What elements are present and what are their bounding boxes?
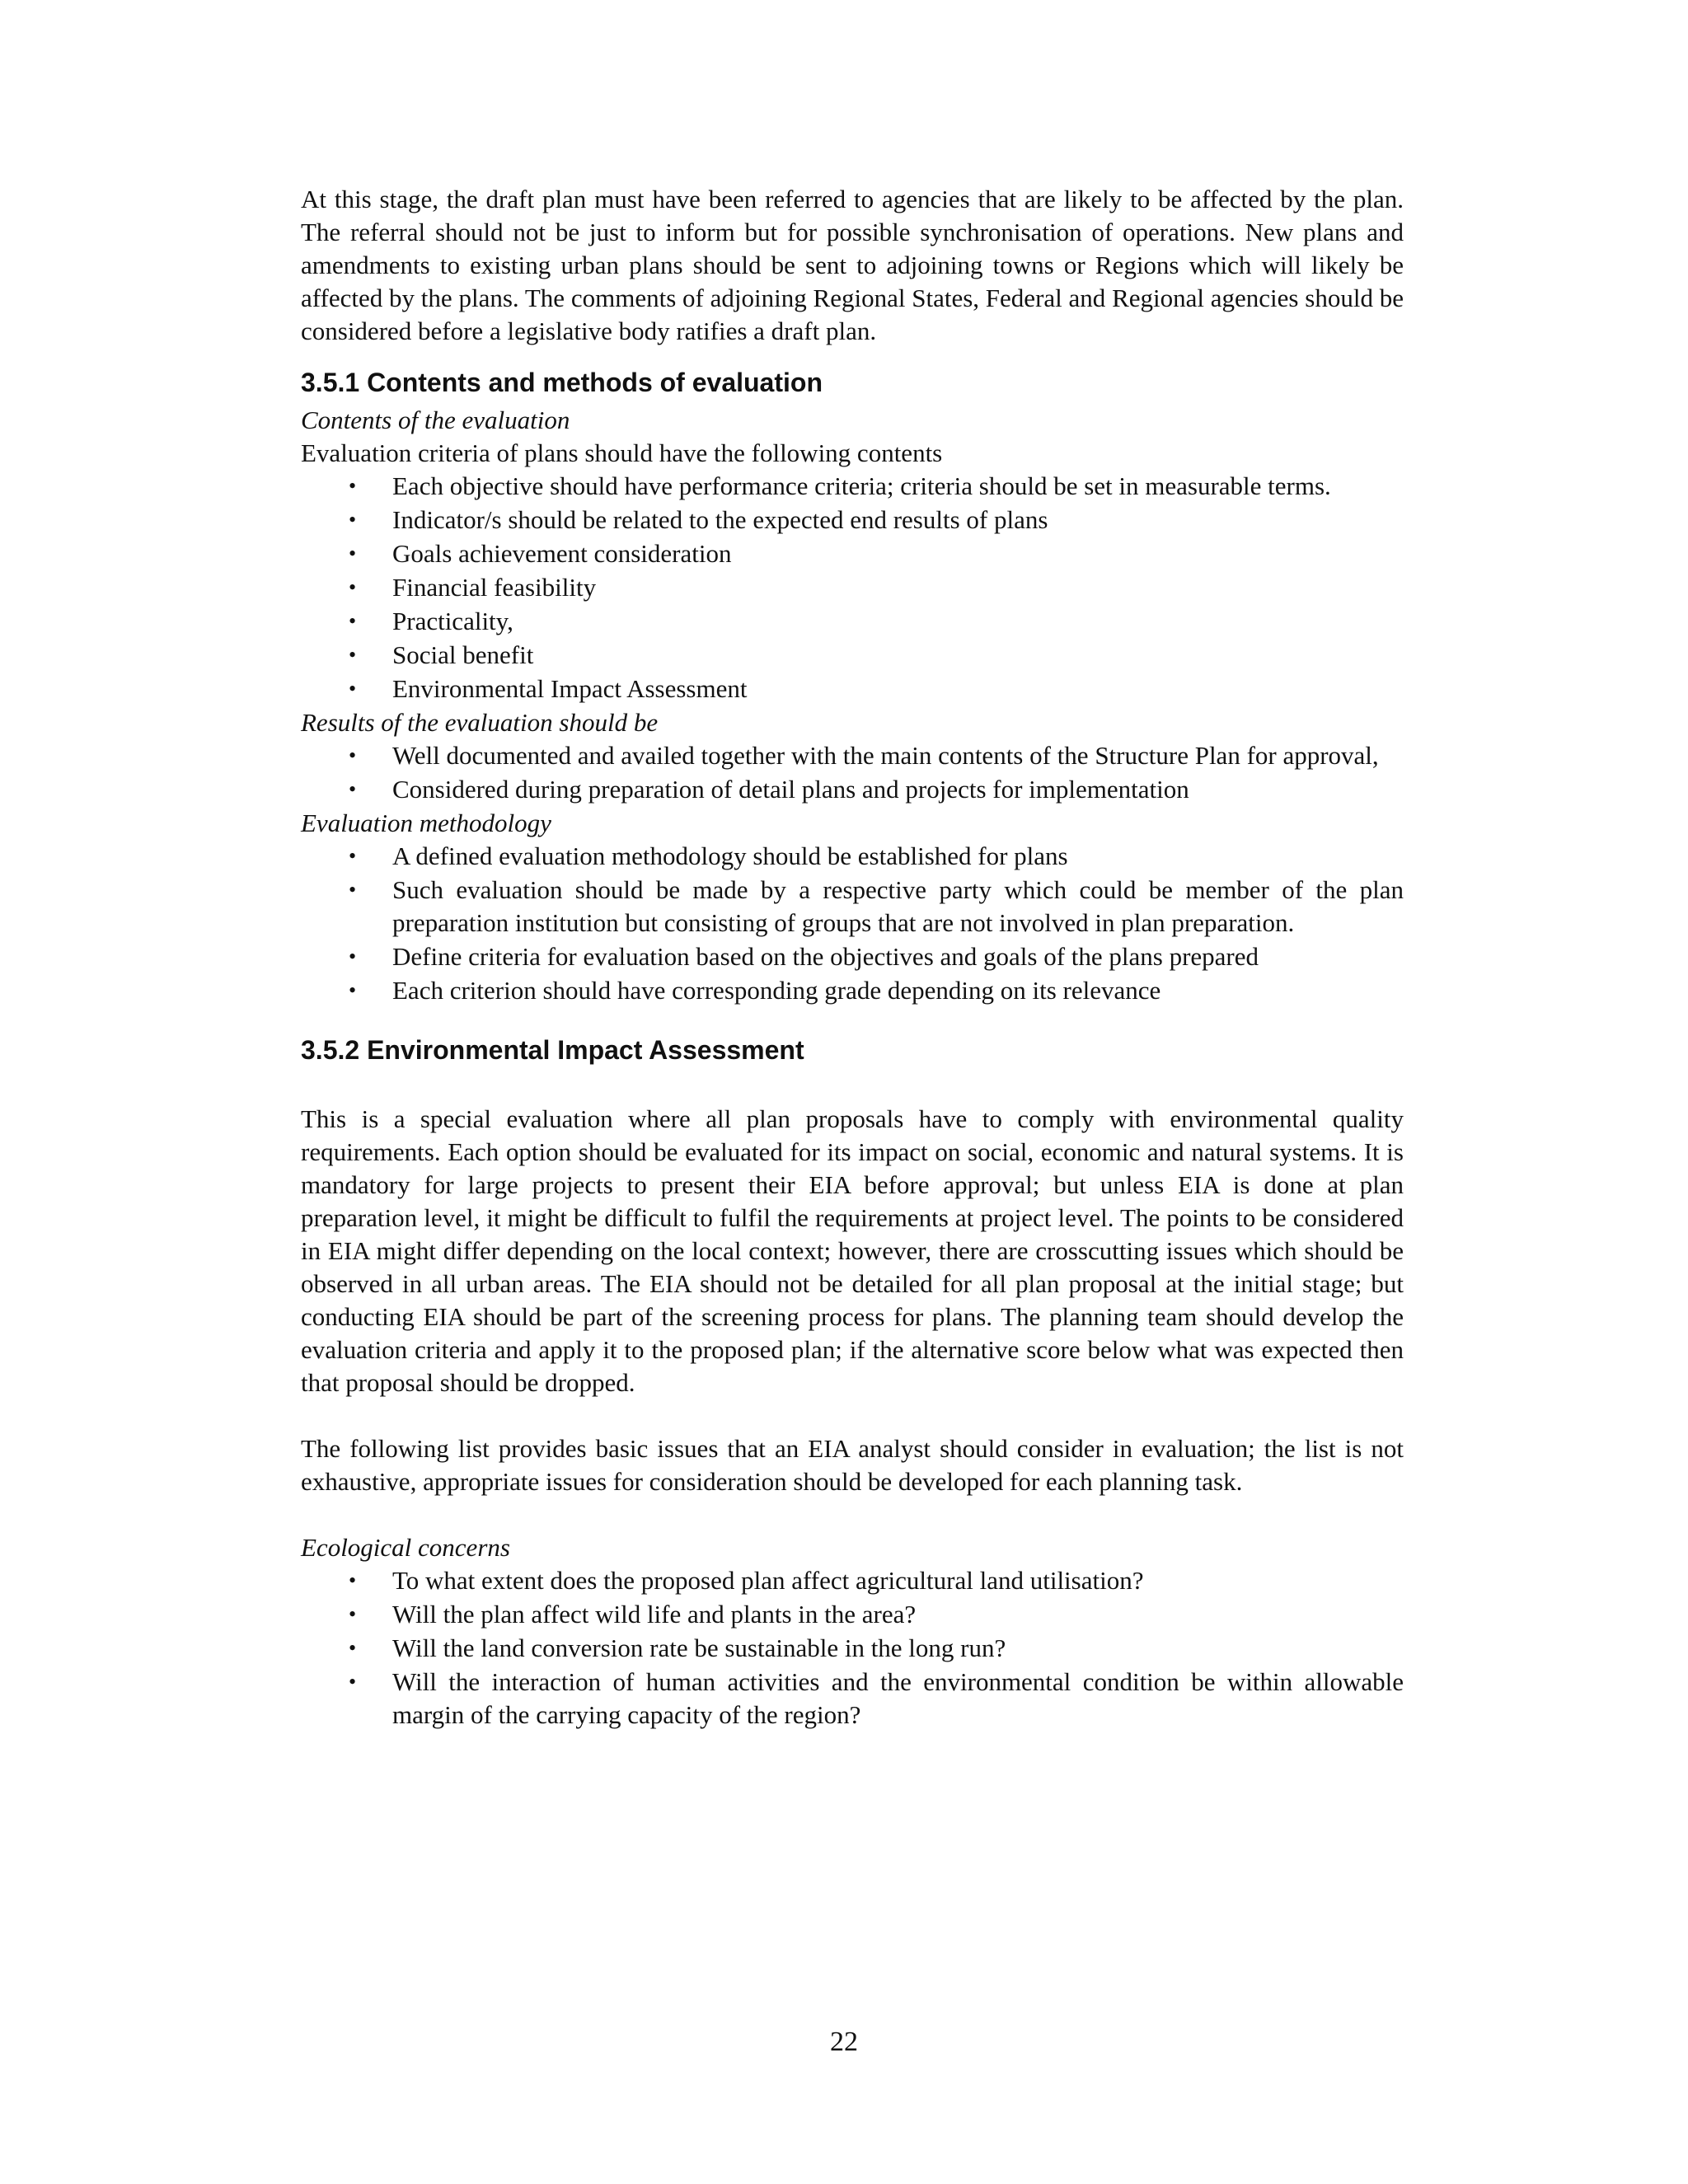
list-item: • Well documented and availed together with the main contents of the Structure Plan for approval,	[301, 739, 1404, 772]
bullet-icon: •	[349, 743, 357, 767]
section-heading-3-5-2: 3.5.2 Environmental Impact Assessment	[301, 1035, 804, 1065]
results-list	[301, 739, 1404, 806]
document-page	[301, 183, 1404, 1732]
eia-paragraph-1: This is a special evaluation where all plan proposals have to comply with environmental quality requirements. Each option should be evaluated for its impact on social, economic and natural systems. It is mandatory for large projects to present their EIA before approval; but unless EIA is done at plan preparation level, it might be difficult to fulfil the requirements at project level. The points to be considered in EIA might differ depending on the local context; however, there are crosscutting issues which should be observed in all urban areas. The EIA should not be detailed for all plan proposal at the initial stage; but conducting EIA should be part of the screening process for plans. The planning team should develop the evaluation criteria and apply it to the proposed plan; if the alternative score below what was expected then that proposal should be dropped.	[301, 1104, 1404, 1397]
eia-paragraph-2: The following list provides basic issues that an EIA analyst should consider in evaluation; the list is not exhaustive, appropriate issues for consideration should be developed for each planning task.	[301, 1434, 1404, 1496]
section-heading-3-5-1: 3.5.1 Contents and methods of evaluation	[301, 368, 823, 397]
bullet-icon: •	[349, 508, 357, 532]
list-item: • Define criteria for evaluation based on the objectives and goals of the plans prepared	[301, 940, 1404, 973]
list-item: • Indicator/s should be related to the expected end results of plans	[301, 504, 1404, 537]
results-subhead: Results of the evaluation should be	[301, 708, 659, 737]
contents-subhead: Contents of the evaluation	[301, 405, 570, 434]
list-item: • Practicality,	[301, 605, 1404, 638]
contents-lead: Evaluation criteria of plans should have the following contents	[301, 438, 943, 467]
page-number: 22	[830, 2027, 858, 2057]
bullet-icon: •	[349, 609, 357, 633]
method-subhead: Evaluation methodology	[301, 808, 551, 837]
list-item: • Each criterion should have corresponding grade depending on its relevance	[301, 974, 1404, 1007]
list-item: • Environmental Impact Assessment	[301, 673, 1404, 705]
list-item: • Will the land conversion rate be sustainable in the long run?	[301, 1632, 1404, 1665]
method-list	[301, 840, 1404, 1007]
list-item: • Considered during preparation of detail plans and projects for implementation	[301, 773, 1404, 806]
bullet-icon: •	[349, 1636, 357, 1660]
bullet-icon: •	[349, 978, 357, 1002]
bullet-icon: •	[349, 878, 357, 902]
bullet-icon: •	[349, 777, 357, 801]
bullet-icon: •	[349, 541, 357, 565]
list-item: • Each objective should have performance criteria; criteria should be set in measurable terms.	[301, 470, 1404, 503]
bullet-icon: •	[349, 575, 357, 599]
bullet-icon: •	[349, 643, 357, 667]
list-item: • Such evaluation should be made by a respective party which could be member of the plan preparation institution but consisting of groups that are not involved in plan preparation.	[349, 875, 1404, 937]
list-item: • Will the interaction of human activities and the environmental condition be within allowable margin of the carrying capacity of the region?	[349, 1667, 1404, 1729]
ecological-subhead: Ecological concerns	[301, 1533, 510, 1562]
bullet-icon: •	[349, 944, 357, 968]
bullet-icon: •	[349, 1670, 357, 1694]
list-item: • Social benefit	[301, 639, 1404, 672]
bullet-icon: •	[349, 1568, 357, 1592]
bullet-icon: •	[349, 1602, 357, 1626]
list-item: • A defined evaluation methodology should be established for plans	[301, 840, 1404, 873]
list-item: • Will the plan affect wild life and plants in the area?	[301, 1598, 1404, 1631]
list-item: • Goals achievement consideration	[301, 537, 1404, 570]
bullet-icon: •	[349, 844, 357, 868]
ecological-list	[301, 1564, 1404, 1732]
list-item: • Financial feasibility	[301, 571, 1404, 604]
contents-list	[301, 470, 1404, 705]
intro-paragraph: At this stage, the draft plan must have been referred to agencies that are likely to be affected by the plan. The referral should not be just to inform but for possible synchronisation of operations. New plans and amendments to existing urban plans should be sent to adjoining towns or Regions which will likely be affected by the plans. The comments of adjoining Regional States, Federal and Regional agencies should be considered before a legislative body ratifies a draft plan.	[301, 185, 1404, 345]
list-item: • To what extent does the proposed plan affect agricultural land utilisation?	[301, 1564, 1404, 1597]
bullet-icon: •	[349, 677, 357, 701]
bullet-icon: •	[349, 474, 357, 498]
